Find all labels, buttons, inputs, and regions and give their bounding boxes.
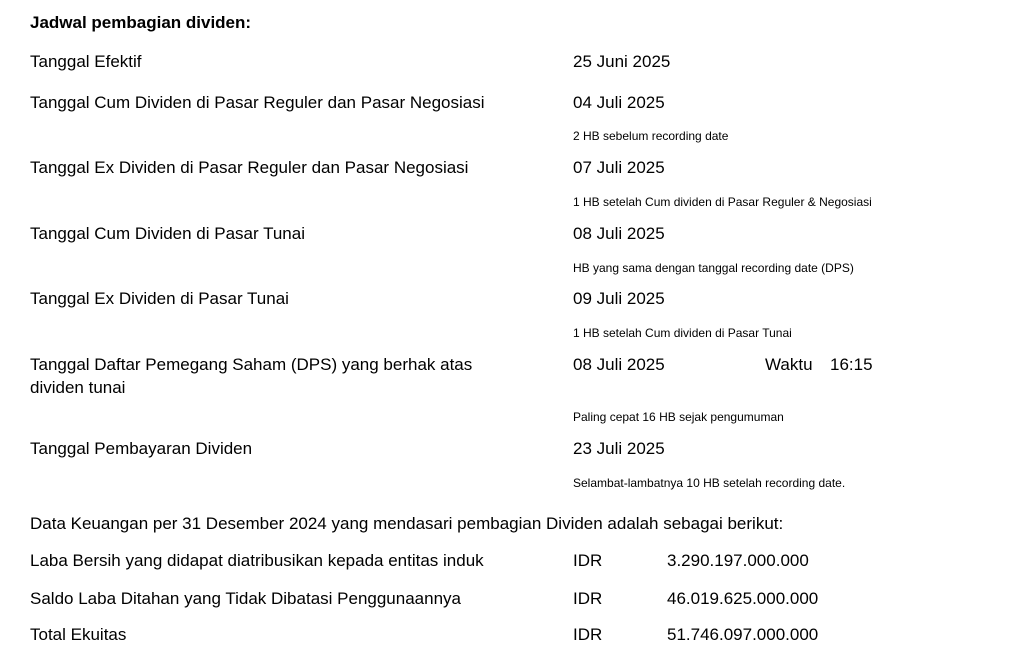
financial-label-retained-earnings: Saldo Laba Ditahan yang Tidak Dibatasi Penggunaannya [30, 589, 461, 608]
financial-intro: Data Keuangan per 31 Desember 2024 yang mendasari pembagian Dividen adalah sebagai berikut: [30, 514, 784, 533]
schedule-label-ex-cash: Tanggal Ex Dividen di Pasar Tunai [30, 289, 289, 308]
schedule-time-label-dps: Waktu [765, 355, 813, 374]
financial-label-net-income: Laba Bersih yang didapat diatribusikan kepada entitas induk [30, 551, 484, 570]
schedule-label-ex-regular: Tanggal Ex Dividen di Pasar Reguler dan Pasar Negosiasi [30, 158, 469, 177]
financial-label-total-equity: Total Ekuitas [30, 625, 127, 644]
schedule-value-cum-cash: 08 Juli 2025 [573, 224, 665, 243]
schedule-value-dps: 08 Juli 2025 [573, 355, 665, 374]
schedule-label-cum-regular: Tanggal Cum Dividen di Pasar Reguler dan Pasar Negosiasi [30, 93, 485, 112]
financial-amount-net-income: 3.290.197.000.000 [667, 551, 809, 570]
financial-amount-total-equity: 51.746.097.000.000 [667, 625, 819, 644]
schedule-label-dps-line2: dividen tunai [30, 378, 126, 397]
schedule-label-cum-cash: Tanggal Cum Dividen di Pasar Tunai [30, 224, 305, 243]
schedule-label-dps-line1: Tanggal Daftar Pemegang Saham (DPS) yang berhak atas [30, 355, 473, 374]
schedule-label-effective: Tanggal Efektif [30, 52, 142, 71]
schedule-time-value-dps: 16:15 [830, 355, 873, 374]
schedule-note-cum-cash: HB yang sama dengan tanggal recording date (DPS) [573, 261, 854, 275]
schedule-note-cum-regular: 2 HB sebelum recording date [573, 129, 729, 143]
financial-amount-retained-earnings: 46.019.625.000.000 [667, 589, 819, 608]
schedule-value-ex-regular: 07 Juli 2025 [573, 158, 665, 177]
financial-currency-net-income: IDR [573, 551, 603, 570]
schedule-value-payment: 23 Juli 2025 [573, 439, 665, 458]
schedule-note-ex-regular: 1 HB setelah Cum dividen di Pasar Reguler & Negosiasi [573, 195, 872, 209]
financial-currency-retained-earnings: IDR [573, 589, 603, 608]
schedule-value-cum-regular: 04 Juli 2025 [573, 93, 665, 112]
schedule-label-payment: Tanggal Pembayaran Dividen [30, 439, 253, 458]
financial-currency-total-equity: IDR [573, 625, 603, 644]
schedule-note-payment: Selambat-lambatnya 10 HB setelah recording date. [573, 476, 846, 490]
schedule-note-dps: Paling cepat 16 HB sejak pengumuman [573, 410, 784, 424]
schedule-note-ex-cash: 1 HB setelah Cum dividen di Pasar Tunai [573, 326, 792, 340]
schedule-value-ex-cash: 09 Juli 2025 [573, 289, 665, 308]
section-heading: Jadwal pembagian dividen: [30, 13, 252, 32]
schedule-value-effective: 25 Juni 2025 [573, 52, 671, 71]
